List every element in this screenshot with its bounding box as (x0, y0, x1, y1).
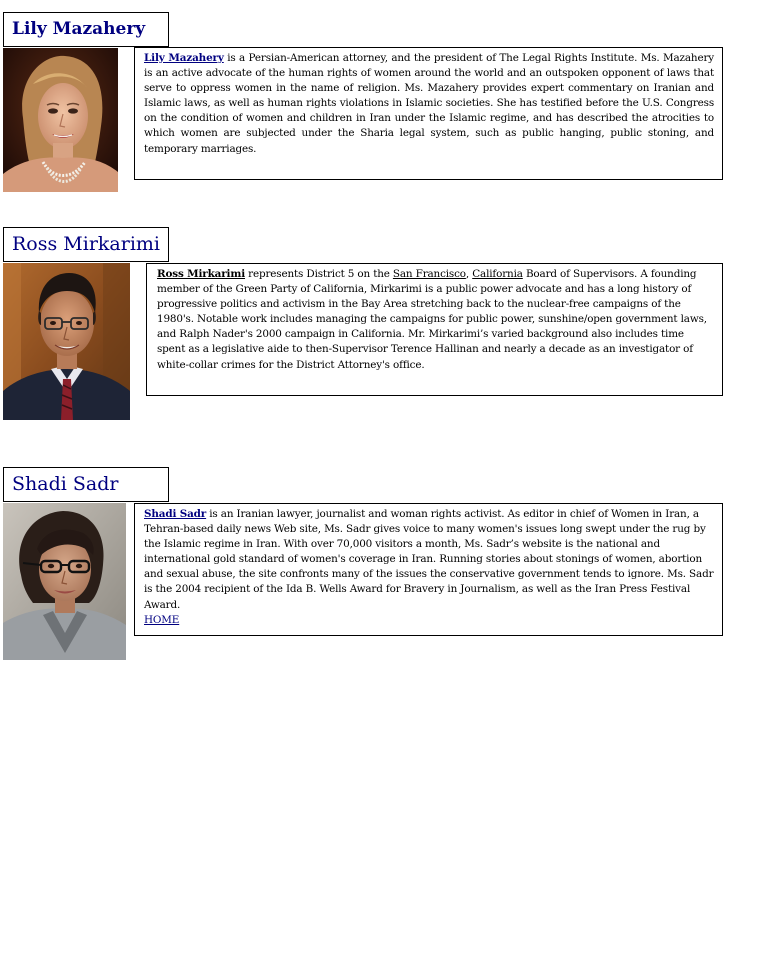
separator-text: , (465, 268, 473, 280)
bio-text: is an Iranian lawyer, journalist and woman rights activist. As editor in chief of Women in Iran, a Tehran-based daily news Web site, Ms. Sadr gives voice to many women's issues long swept under the rug by the Islamic regime in Iran. With over 70,000 visitors a month, Ms. Sadr’s website is the national and international gold standard of women's coverage in Iran. Running stories about stonings of women, abortion and sexual abuse, the site confronts many of the issues the conservative government tends to ignore. Ms. Sadr is the 2004 recipient of the Ida B. Wells Award for Bravery in Journalism, as well as the Iran Press Festival Award. (144, 508, 714, 611)
portrait-lily-mazahery (3, 48, 118, 192)
profile-name-lily-mazahery: Lily Mazahery (3, 12, 169, 47)
profile-link-shadi-sadr[interactable]: Shadi Sadr (144, 508, 207, 520)
california-link[interactable]: California (472, 268, 523, 280)
bio-ross-mirkarimi (146, 263, 723, 396)
san-francisco-link[interactable]: San Francisco (392, 268, 466, 280)
profile-link-ross-mirkarimi[interactable]: Ross Mirkarimi (157, 268, 246, 280)
portrait-shadi-sadr (3, 503, 126, 660)
home-link[interactable]: HOME (144, 613, 180, 626)
portrait-ross-mirkarimi (3, 263, 130, 420)
bio-text: represents District 5 on the (245, 268, 393, 280)
bio-lily-mazahery (134, 47, 723, 180)
bio-text: is a Persian-American attorney, and the president of The Legal Rights Institute. Ms. Mazahery is an active advocate of the human rights of women around the world and an outspoken opponent of laws that serve to oppress women in the name of religion. Ms. Mazahery provides expert commentary on Iranian and Islamic laws, as well as human rights violations in Islamic societies. She has testified before the U.S. Congress on the condition of women and children in Iran under the Islamic regime, and has described the atrocities to which women are subjected under the Sharia legal system, such as public hanging, public stoning, and temporary marriages. (144, 52, 714, 155)
profile-link-lily-mazahery[interactable]: Lily Mazahery (144, 52, 224, 64)
bio-shadi-sadr (134, 503, 723, 636)
profile-name-ross-mirkarimi: Ross Mirkarimi (3, 227, 169, 262)
profile-name-shadi-sadr: Shadi Sadr (3, 467, 169, 502)
bio-text: Board of Supervisors. A founding member of the Green Party of California, Mirkarimi is a public power advocate and has a long history of progressive politics and activism in the Bay Area stretching back to the nuclear-free campaigns of the 1980's. Notable work includes managing the campaigns for public power, sunshine/open government laws, and Ralph Nader's 2000 campaign in California. Mr. Mirkarimi’s varied background also includes time spent as a legislative aide to then-Supervisor Terence Hallinan and nearly a decade as an investigator of white-collar crimes for the District Attorney's office. (157, 268, 707, 371)
